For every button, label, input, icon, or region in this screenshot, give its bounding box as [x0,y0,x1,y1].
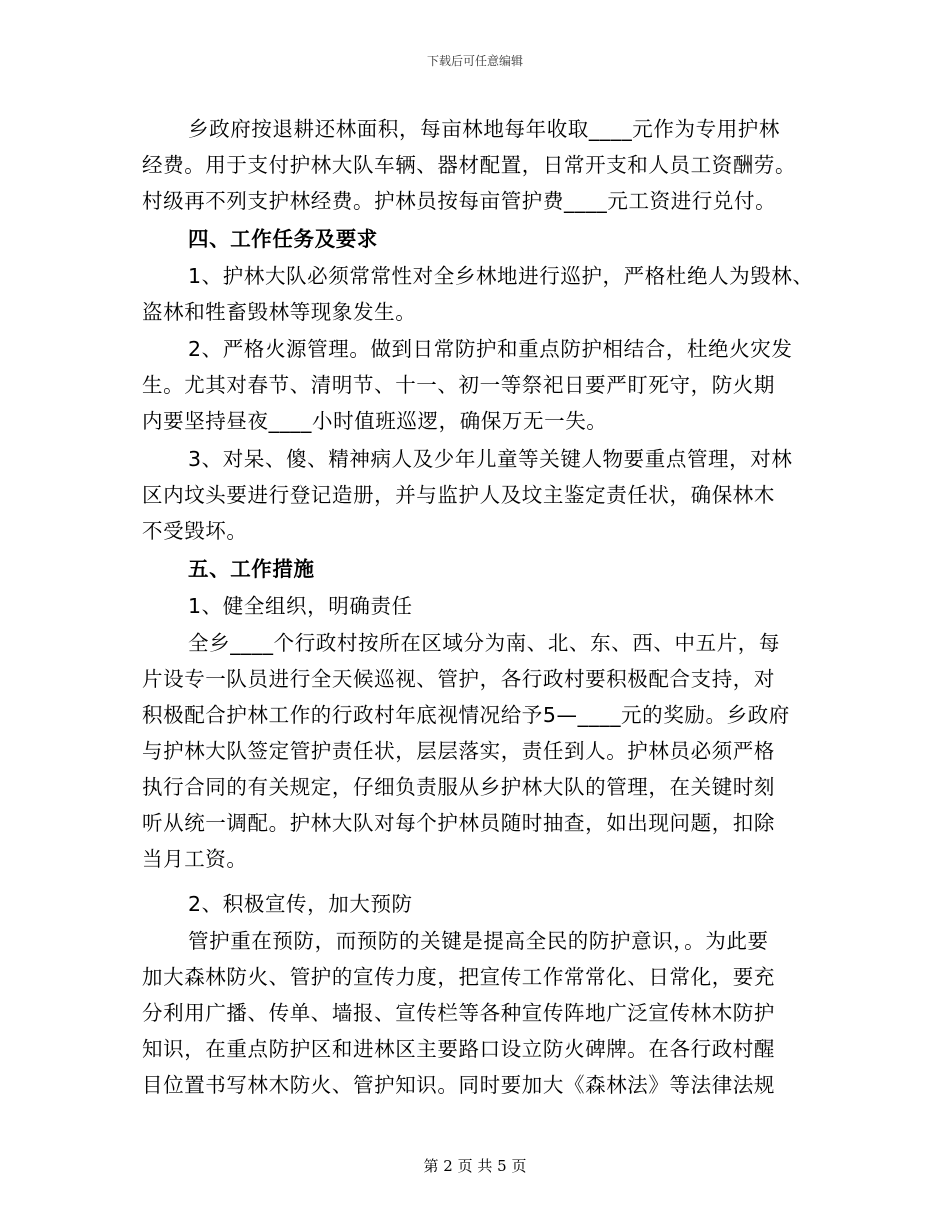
text-line: 目位置书写林木防火、管护知识。同时要加大《森林法》等法律法规 [142,1073,775,1097]
text-line: 生。尤其对春节、清明节、十一、初一等祭祀日要严盯死守，防火期 [142,373,775,397]
subheading: 2、积极宣传，加大预防 [188,892,413,916]
text-line: 3、对呆、傻、精神病人及少年儿童等关键人物要重点管理，对林 [188,447,793,471]
text-line: 执行合同的有关规定，仔细负责服从乡护林大队的管理，在关键时刻 [142,775,775,799]
section-heading: 四、工作任务及要求 [188,227,378,251]
text-line: 听从统一调配。护林大队对每个护林员随时抽查，如出现问题，扣除 [142,811,775,835]
text-line: 当月工资。 [142,847,248,871]
section-heading: 五、工作措施 [188,557,315,581]
text-line: 全乡____个行政村按所在区域分为南、北、东、西、中五片，每 [188,631,780,655]
text-line: 区内坟头要进行登记造册，并与监护人及坟主鉴定责任状，确保林木 [142,483,775,507]
text-line: 与护林大队签定管护责任状，层层落实，责任到人。护林员必须严格 [142,739,775,763]
text-line: 管护重在预防，而预防的关键是提高全民的防护意识，。为此要 [188,929,769,953]
page-number: 第 2 页 共 5 页 [423,1157,527,1175]
text-line: 知识，在重点防护区和进林区主要路口设立防火碑牌。在各行政村醒 [142,1037,775,1061]
text-line: 分利用广播、传单、墙报、宣传栏等各种宣传阵地广泛宣传林木防护 [142,1001,775,1025]
text-line: 积极配合护林工作的行政村年底视情况给予5—____元的奖励。乡政府 [142,703,790,727]
text-line: 盗林和牲畜毁林等现象发生。 [142,300,417,324]
text-line: 1、护林大队必须常常性对全乡林地进行巡护，严格杜绝人为毁林、 [188,264,814,288]
text-line: 经费。用于支付护林大队车辆、器材配置，日常开支和人员工资酬劳。 [142,153,797,177]
text-line: 内要坚持昼夜____小时值班巡逻，确保万无一失。 [142,409,608,433]
text-line: 乡政府按退耕还林面积，每亩林地每年收取____元作为专用护林 [188,117,780,141]
text-line: 村级再不列支护林经费。护林员按每亩管护费____元工资进行兑付。 [142,189,777,213]
text-line: 片设专一队员进行全天候巡视、管护，各行政村要积极配合支持，对 [142,667,775,691]
text-line: 不受毁坏。 [142,519,248,543]
subheading: 1、健全组织，明确责任 [188,594,413,618]
text-line: 加大森林防火、管护的宣传力度，把宣传工作常常化、日常化，要充 [142,965,775,989]
text-line: 2、严格火源管理。做到日常防护和重点防护相结合，杜绝火灾发 [188,337,793,361]
page-header: 下载后可任意编辑 [426,54,523,68]
